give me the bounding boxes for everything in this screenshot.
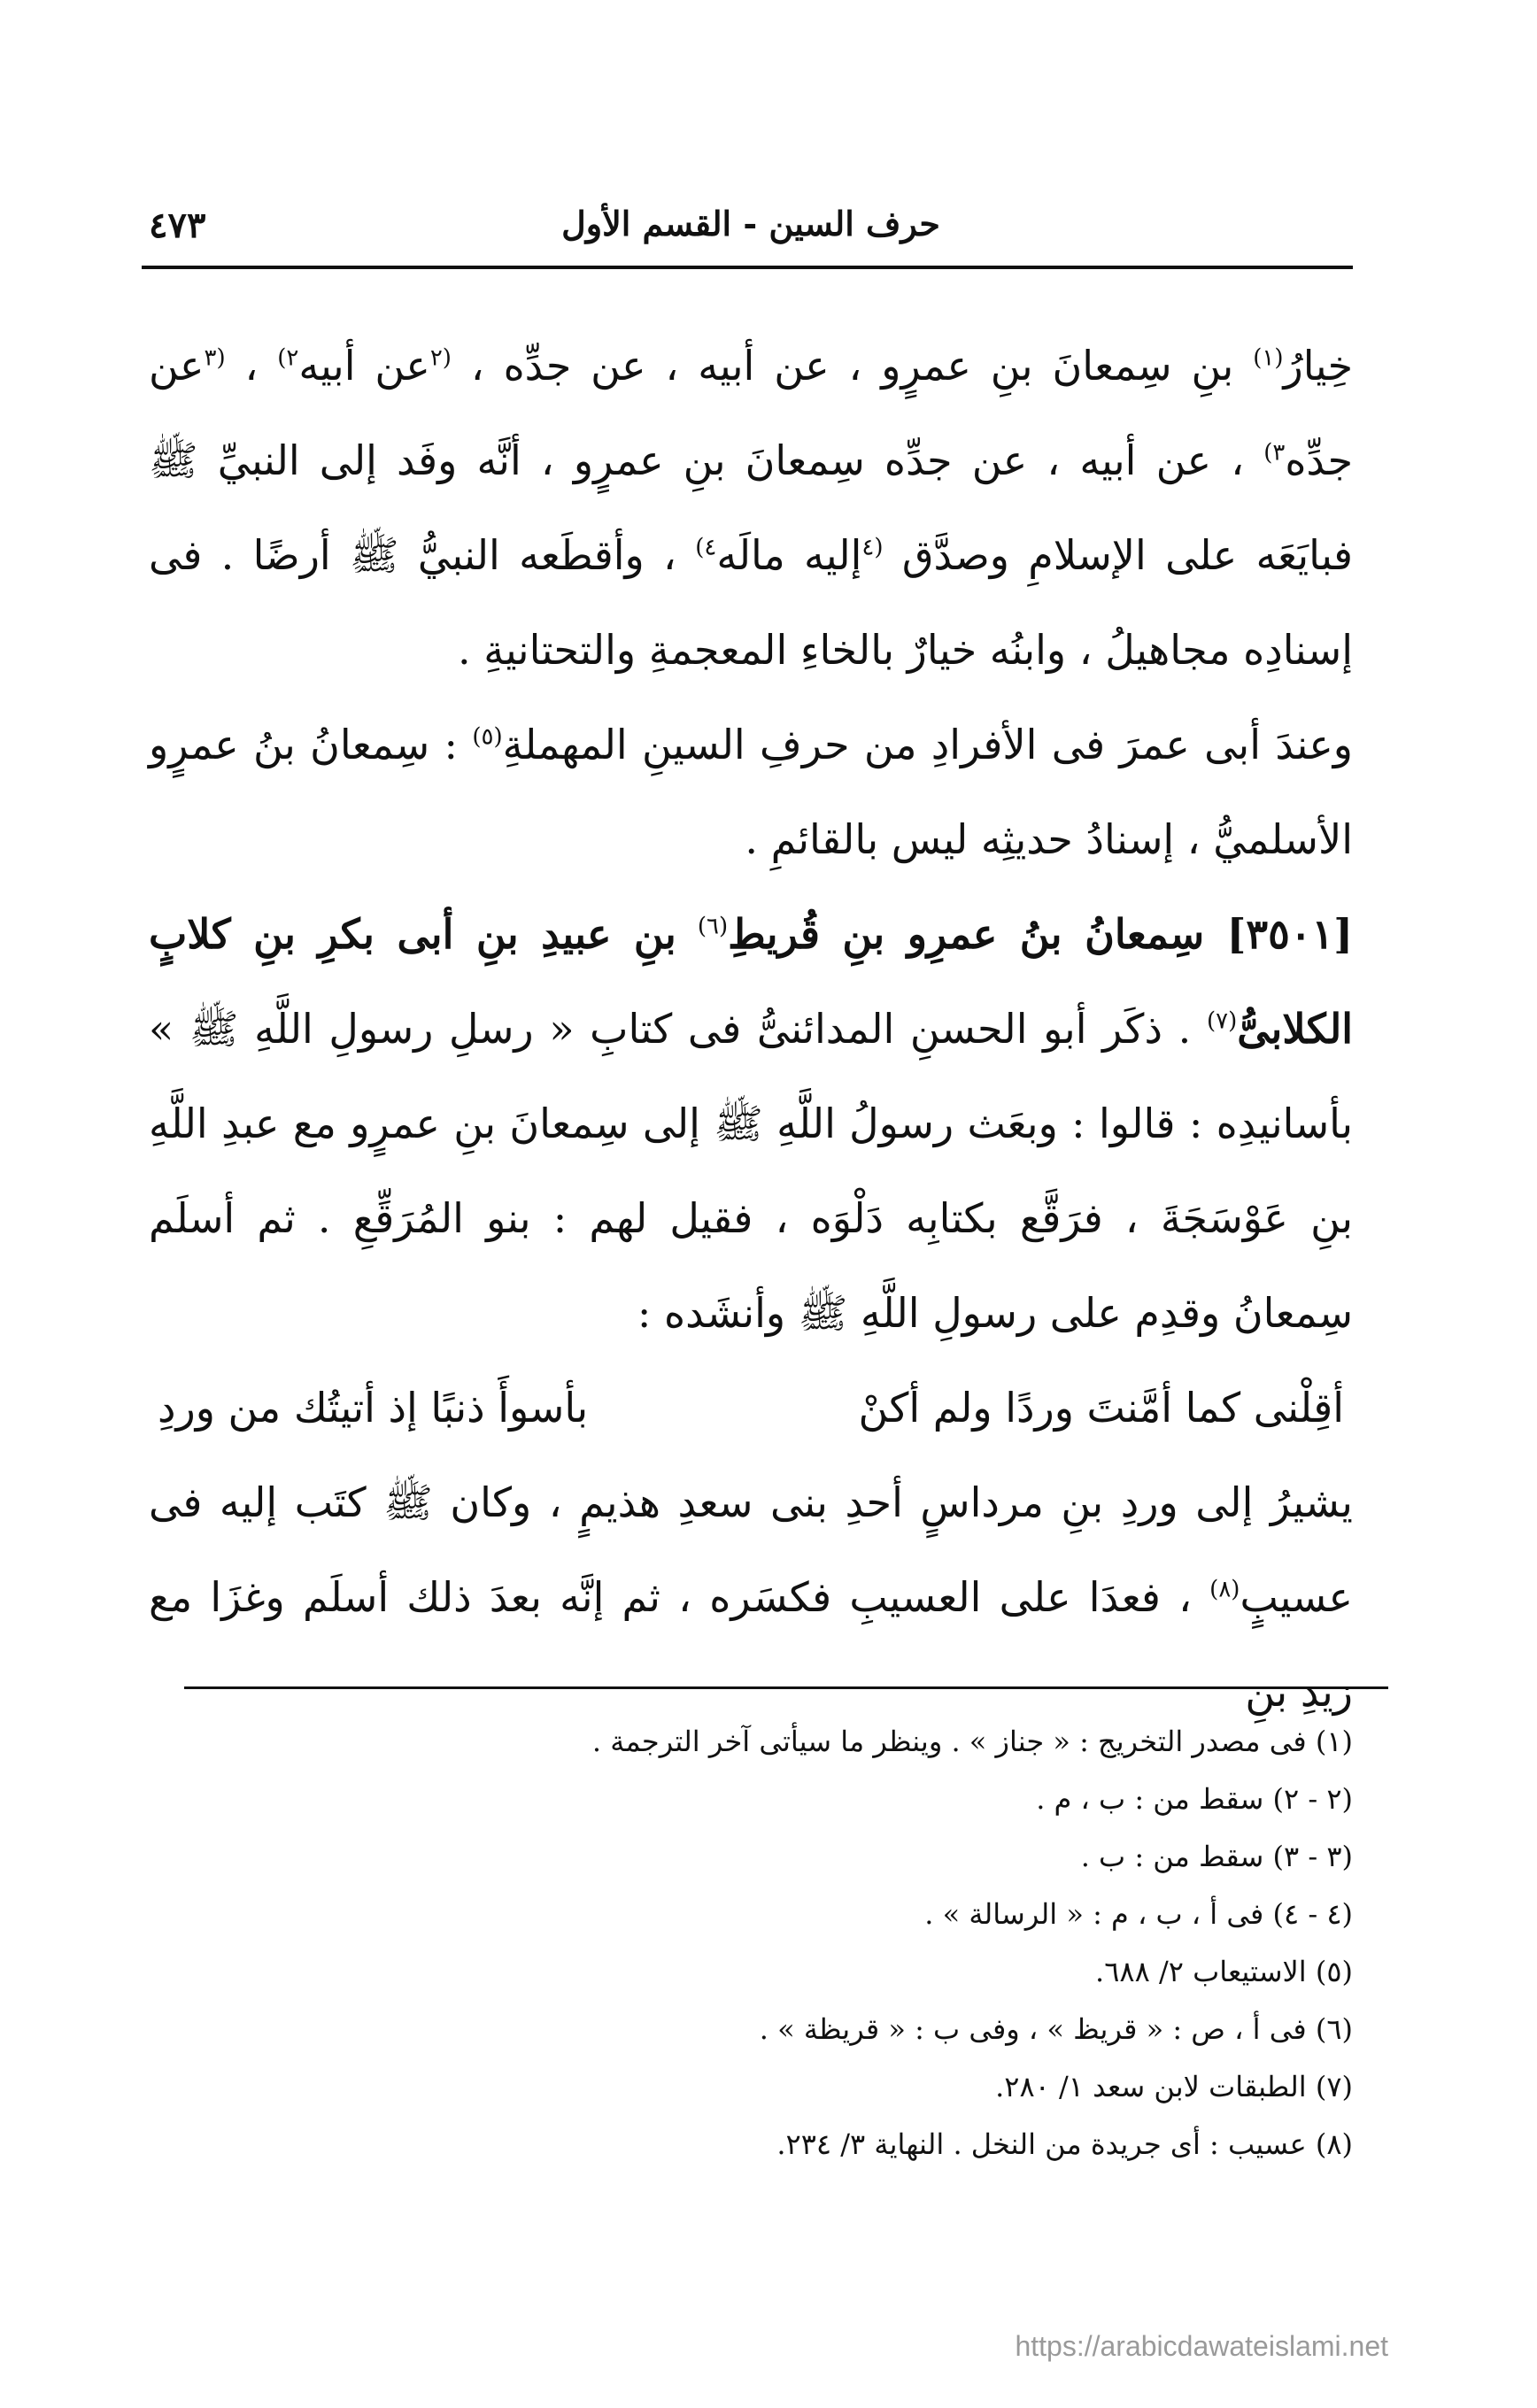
footnote-marker: (٢ <box>429 344 452 372</box>
header-rule <box>142 266 1353 269</box>
footnote-marker: (٨) <box>1209 1576 1240 1603</box>
text-span: ، <box>244 342 259 390</box>
footnote-marker: (٧) <box>1206 1007 1238 1035</box>
page-header <box>149 197 1353 253</box>
page-number: ٤٧٣ <box>149 204 206 246</box>
text-span: بنِ سِمعانَ بنِ عمرٍو ، عن أبيه ، عن جدِّه ، <box>470 342 1234 390</box>
text-span: : سِمعانُ بنُ عمرٍو الأسلميُّ ، إسنادُ حديثِه ليس بالقائمِ . <box>149 721 1353 863</box>
text-span: ، فعدَا على العسيبِ فكسَره ، ثم إنَّه بعدَ ذلك أسلَم وغزَا مع زيدِ بنِ <box>149 1573 1353 1716</box>
footnotes <box>149 1713 1353 2173</box>
paragraph-1 <box>149 319 1353 698</box>
entry-heading: بنِ عبيدِ بنِ أبى بكرِ بنِ كلابٍ الكلابىُّ <box>149 910 1354 1053</box>
watermark-url: https://arabicdawateislami.net <box>1015 2330 1388 2362</box>
text-span: عن جدِّه <box>149 342 1354 484</box>
footnote-marker: ٣) <box>1263 439 1286 467</box>
footnote-marker: (٦) <box>697 913 729 940</box>
footnote-5: (٥) الاستيعاب ٢/ ٦٨٨. <box>1095 1955 1353 1988</box>
verse-hemistich-second: بأسوأَ ذنبًا إذ أتيتُك من وردِ <box>158 1384 589 1432</box>
text-span: إليه مالَه <box>716 531 862 579</box>
entry-heading: [٣٥٠١] سِمعانُ بنُ عمرِو بنِ قُريطِ <box>728 910 1354 958</box>
text-span: وعندَ أبى عمرَ فى الأفرادِ من حرفِ السينِ المهملةِ <box>502 721 1354 768</box>
footnote-3: (٣ - ٣) سقط من : ب . <box>1080 1840 1353 1873</box>
text-span: عن أبيه <box>298 342 430 390</box>
footnote-7: (٧) الطبقات لابن سعد ١/ ٢٨٠. <box>995 2070 1353 2103</box>
entry-3501 <box>149 887 1353 1361</box>
paragraph-4 <box>149 1455 1353 1740</box>
footnote-marker: ٢) <box>277 344 299 372</box>
paragraph-2 <box>149 698 1353 887</box>
verse-hemistich-first: أقِلْنى كما أمَّنتَ وردًا ولم أكنْ <box>858 1384 1344 1432</box>
poetry-verse <box>149 1361 1353 1455</box>
footnote-marker: (٥) <box>472 723 503 751</box>
footnote-8: (٨) عسيب : أى جريدة من النخل . النهاية ٣/ ٢٣٤. <box>776 2127 1353 2161</box>
footnote-marker: ٤) <box>695 534 717 561</box>
footnote-4: (٤ - ٤) فى أ ، ب ، م : « الرسالة » . <box>924 1897 1353 1931</box>
footnote-marker: (١) <box>1253 344 1284 372</box>
text-span: خِيارُ <box>1283 342 1354 390</box>
text-span: ، وأقطَعه النبيُّ ﷺ أرضًا . فى إسنادِه مجاهيلُ ، وابنُه خيارٌ بالخاءِ المعجمةِ والتحتانيةِ . <box>149 531 1353 674</box>
footnote-6: (٦) فى أ ، ص : « قريظ » ، وفى ب : « قريظة » . <box>759 2012 1353 2046</box>
text-span: . ذكَر أبو الحسنِ المدائنىُّ فى كتابِ « رسلِ رسولِ اللَّهِ ﷺ » بأسانيدِه : قالوا : وبعَث رسولُ اللَّهِ ﷺ إلى سِمعانَ بنِ عمرٍو مع عبدِ اللَّهِ بنِ عَوْسَجَةَ ، فرَقَّع بكتابِه دَلْوَه ، فقيل لهم : بنو المُرَقِّعِ . ثم أسلَم سِمعانُ وقدِم على رسولِ اللَّهِ ﷺ وأنشَده : <box>149 1005 1353 1337</box>
main-text <box>149 319 1353 1740</box>
text-span: ، عن أبيه ، عن جدِّه سِمعانَ بنِ عمرٍو ، أنَّه وفَد إلى النبيِّ ﷺ فبايَعَه على الإسلامِ وصدَّق <box>149 436 1354 579</box>
footnote-marker: (٣ <box>204 344 226 372</box>
text-span: يشيرُ إلى وردِ بنِ مرداسٍ أحدِ بنى سعدِ هذيمٍ ، وكان ﷺ كتَب إليه فى عسيبٍ <box>149 1478 1353 1621</box>
running-title: حرف السين - القسم الأول <box>561 204 940 243</box>
footnote-1: (١) فى مصدر التخريج : « جناز » . وينظر ما سيأتى آخر الترجمة . <box>591 1725 1353 1758</box>
footnote-marker: (٤ <box>861 534 884 561</box>
footnote-rule <box>184 1686 1388 1689</box>
footnote-2: (٢ - ٢) سقط من : ب ، م . <box>1036 1782 1353 1816</box>
